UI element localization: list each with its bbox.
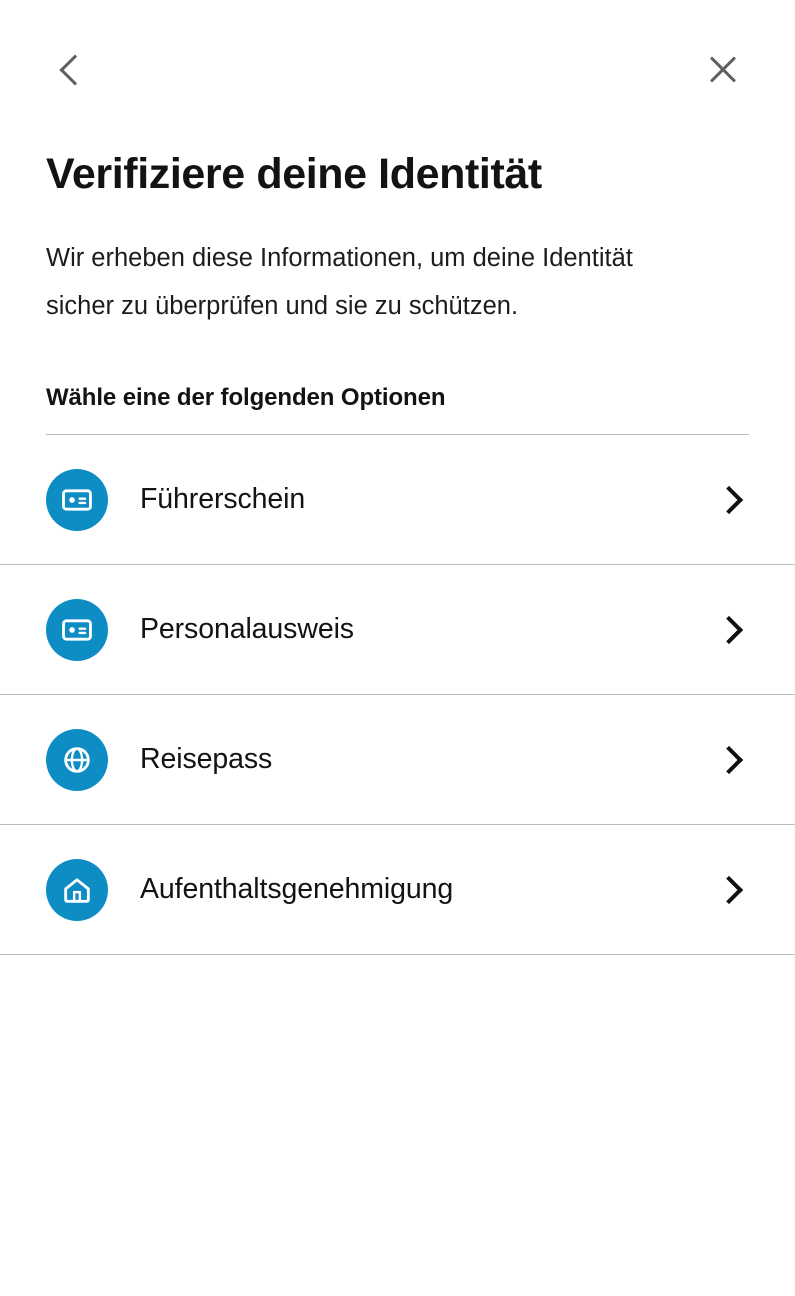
top-bar — [0, 0, 795, 118]
option-label: Aufenthaltsgenehmigung — [140, 873, 454, 905]
back-button[interactable] — [46, 44, 98, 96]
option-label: Reisepass — [140, 743, 273, 775]
option-reisepass[interactable] — [0, 695, 795, 825]
chevron-left-icon — [59, 54, 90, 85]
chevron-right-icon — [715, 745, 743, 773]
content-area — [0, 150, 795, 955]
close-icon — [706, 53, 740, 87]
option-aufenthaltsgenehmigung[interactable] — [0, 825, 795, 955]
identity-options-list — [46, 434, 749, 955]
chevron-right-icon — [715, 485, 743, 513]
id-card-icon — [46, 599, 108, 661]
option-label: Personalausweis — [140, 613, 354, 645]
option-fuehrerschein[interactable] — [0, 435, 795, 565]
close-button[interactable] — [697, 44, 749, 96]
home-icon — [46, 859, 108, 921]
option-label: Führerschein — [140, 483, 306, 515]
id-card-icon — [46, 469, 108, 531]
globe-icon — [46, 729, 108, 791]
option-personalausweis[interactable] — [0, 565, 795, 695]
chevron-right-icon — [715, 615, 743, 643]
chevron-right-icon — [715, 875, 743, 903]
options-section-label: Wähle eine der folgenden Optionen — [46, 384, 446, 411]
page-subtitle: Wir erheben diese Informationen, um deine Identität sicher zu überprüfen und sie zu schützen. — [46, 244, 633, 320]
page-title: Verifiziere deine Identität — [46, 150, 542, 198]
